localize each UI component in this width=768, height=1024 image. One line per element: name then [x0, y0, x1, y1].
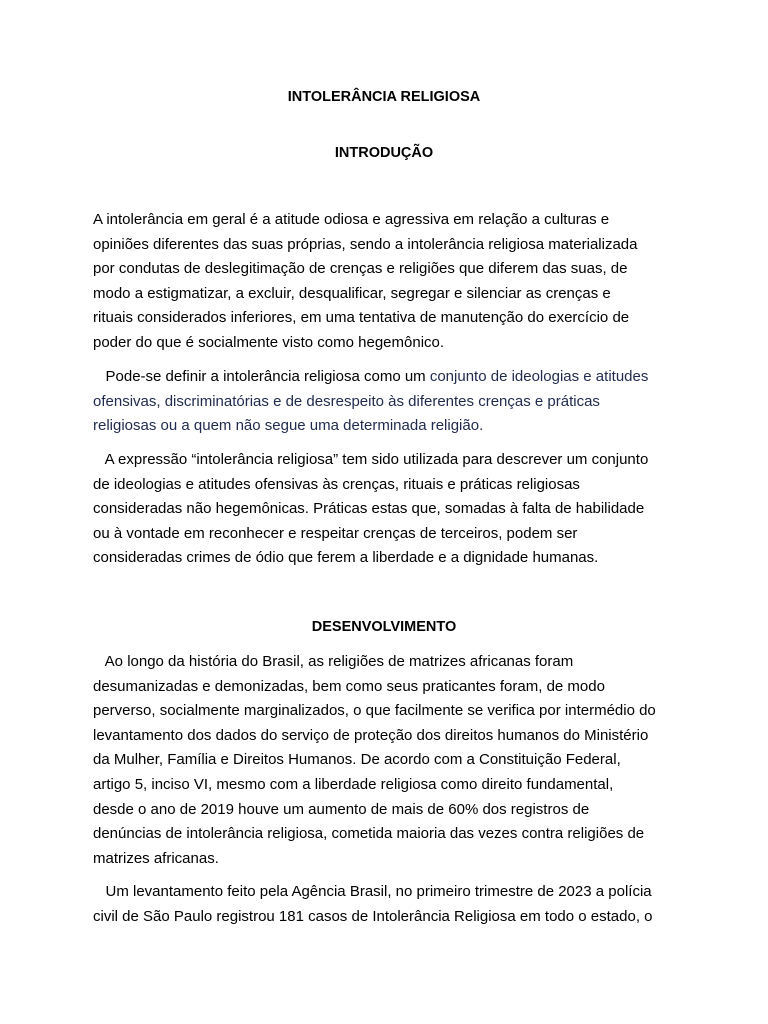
highlighted-text: ofensivas, discriminatórias e de desrespeito às diferentes crenças e práticas — [93, 392, 600, 410]
text-line: Um levantamento feito pela Agência Brasil, no primeiro trimestre de 2023 a polícia — [93, 883, 652, 900]
text-line: A expressão “intolerância religiosa” tem sido utilizada para descrever um conjunto — [93, 451, 649, 468]
intro-paragraph-3 — [93, 448, 693, 571]
intro-paragraph-1 — [93, 208, 693, 356]
text-line: denúncias de intolerância religiosa, cometida maioria das vezes contra religiões de — [93, 825, 645, 843]
text-line: desde o ano de 2019 houve um aumento de mais de 60% dos registros de — [93, 800, 590, 818]
text-line — [93, 365, 693, 390]
document-title: INTOLERÂNCIA RELIGIOSA — [287, 89, 481, 105]
text-line: desumanizadas e demonizadas, bem como seus praticantes foram, de modo — [93, 677, 605, 695]
development-paragraph-1 — [93, 650, 693, 871]
text-line: poder do que é socialmente visto como hegemônico. — [93, 333, 445, 351]
text-line: civil de São Paulo registrou 181 casos de Intolerância Religiosa em todo o estado, o — [93, 907, 653, 925]
text-line: consideradas não hegemônicas. Práticas estas que, somadas à falta de habilidade — [93, 500, 645, 518]
development-heading: DESENVOLVIMENTO — [311, 619, 457, 635]
intro-paragraph-2 — [93, 365, 693, 439]
text-line: de ideologias e atitudes ofensivas às crenças, rituais e práticas religiosas — [93, 475, 580, 493]
highlighted-text: religiosas ou a quem não segue uma determinada religião. — [93, 417, 484, 435]
text-line: levantamento dos dados do serviço de proteção dos direitos humanos do Ministério — [93, 726, 649, 744]
text-line: opiniões diferentes das suas próprias, sendo a intolerância religiosa materializada — [93, 235, 638, 253]
text-line: Ao longo da história do Brasil, as religiões de matrizes africanas foram — [93, 653, 574, 670]
text-line: A intolerância em geral é a atitude odiosa e agressiva em relação a culturas e — [93, 211, 610, 228]
text-run: Pode-se definir a intolerância religiosa como um — [93, 368, 430, 385]
text-line: modo a estigmatizar, a excluir, desqualificar, segregar e silenciar as crenças e — [93, 284, 611, 302]
text-line: artigo 5, inciso VI, mesmo com a liberdade religiosa como direito fundamental, — [93, 775, 614, 793]
text-line: perverso, socialmente marginalizados, o que facilmente se verifica por intermédio do — [93, 702, 656, 720]
highlighted-text: conjunto de ideologias e atitudes — [429, 368, 649, 385]
text-line: consideradas crimes de ódio que ferem a liberdade e a dignidade humanas. — [93, 549, 599, 567]
development-paragraph-2 — [93, 880, 693, 929]
text-line: por condutas de deslegitimação de crenças e religiões que diferem das suas, de — [93, 260, 628, 278]
text-line: matrizes africanas. — [93, 849, 219, 867]
text-line: ou à vontade em reconhecer e respeitar crenças de terceiros, podem ser — [93, 524, 578, 542]
text-line: da Mulher, Família e Direitos Humanos. De acordo com a Constituição Federal, — [93, 751, 621, 769]
text-line: rituais considerados inferiores, em uma tentativa de manutenção do exercício de — [93, 309, 630, 327]
intro-heading: INTRODUÇÃO — [334, 145, 434, 161]
